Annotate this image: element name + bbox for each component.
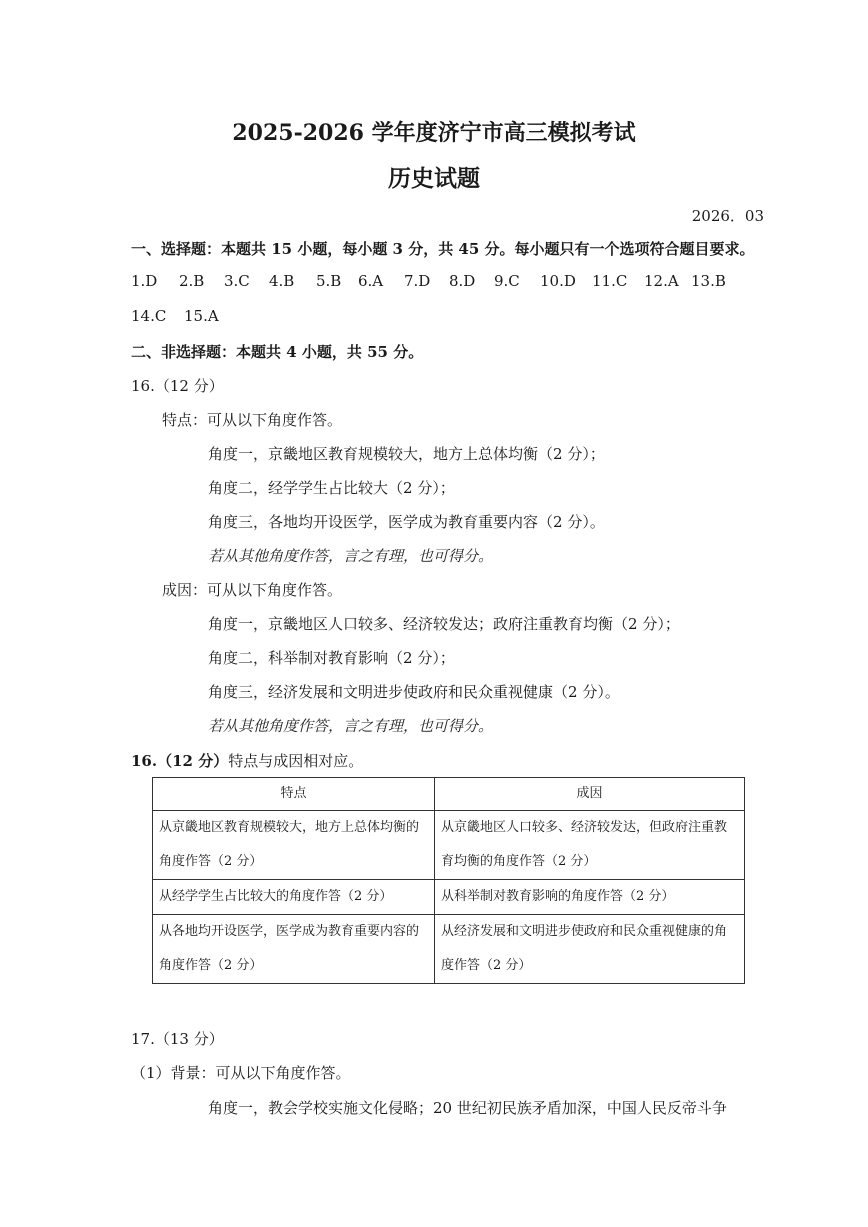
answer-item: 5.B [316,272,342,290]
feature-cause-table [152,777,745,984]
answer-item: 14.C [131,307,167,325]
table-row [153,915,745,984]
q16-causes-heading: 成因：可从以下角度作答。 [162,581,343,599]
answer-item: 15.A [184,307,219,325]
q16b-intro: 特点与成因相对应。 [228,752,364,770]
q16-feature-2: 角度二，经学学生占比较大（2 分）； [208,479,455,497]
cell-line: 度作答（2 分） [441,958,532,973]
cell-line: 从各地均开设医学，医学成为教育重要内容的 [159,924,420,939]
cell-line: 角度作答（2 分） [159,854,263,869]
cell-line: 从京畿地区教育规模较大，地方上总体均衡的 [159,820,420,835]
exam-date: 2026．03 [691,207,764,225]
table-header-feature: 特点 [153,778,435,811]
table-header-row [153,778,745,811]
answer-item: 8.D [449,272,476,290]
table-cell [153,915,435,984]
q17-part1-line-1: 角度一，教会学校实施文化侵略；20 世纪初民族矛盾加深，中国人民反帝斗争 [208,1099,727,1117]
answer-item: 2.B [179,272,205,290]
q16-causes-note: 若从其他角度作答，言之有理，也可得分。 [208,717,494,735]
answer-item: 4.B [269,272,295,290]
table-cell: 从经学学生占比较大的角度作答（2 分） [153,880,435,915]
q17-part1-heading [131,1062,351,1083]
answers-row-2 [131,307,219,325]
q17-part1-label: （1）背景：可从以下角度作答。 [131,1064,351,1082]
section1-heading: 一、选择题：本题共 15 小题，每小题 3 分，共 45 分。每小题只有一个选项符合题目要求。 [131,240,755,258]
answer-item: 12.A [644,272,679,290]
table-cell [153,811,435,880]
q16-features-note: 若从其他角度作答，言之有理，也可得分。 [208,547,494,565]
cell-line: 从京畿地区人口较多、经济较发达，但政府注重教 [441,820,728,835]
answer-item: 13.B [691,272,726,290]
cell-line: 从经济发展和文明进步使政府和民众重视健康的角 [441,924,728,939]
cell-line: 角度作答（2 分） [159,958,263,973]
table-cell: 从科举制对教育影响的角度作答（2 分） [435,880,745,915]
q16-feature-1: 角度一，京畿地区教育规模较大，地方上总体均衡（2 分）； [208,445,605,463]
answer-item: 10.D [540,272,576,290]
answer-item: 11.C [592,272,628,290]
q16-features-heading: 特点：可从以下角度作答。 [162,411,343,429]
table-row [153,811,745,880]
exam-subtitle: 历史试题 [388,165,480,192]
answer-item: 3.C [224,272,250,290]
q16b-number: 16.（12 分） [131,752,229,770]
answer-item: 1.D [131,272,158,290]
q17-number: 17.（13 分） [131,1030,224,1048]
answers-row-1 [131,272,726,290]
section2-heading: 二、非选择题：本题共 4 小题，共 55 分。 [131,343,424,361]
table-header-cause: 成因 [435,778,745,811]
q16-cause-3: 角度三，经济发展和文明进步使政府和民众重视健康（2 分）。 [208,683,620,701]
q16-cause-2: 角度二，科举制对教育影响（2 分）； [208,649,455,667]
exam-title: 2025-2026 学年度济宁市高三模拟考试 [232,120,636,146]
q16b-heading [131,750,363,771]
q16-feature-3: 角度三，各地均开设医学，医学成为教育重要内容（2 分）。 [208,513,605,531]
answer-item: 6.A [358,272,384,290]
answer-item: 9.C [494,272,520,290]
cell-line: 育均衡的角度作答（2 分） [441,854,597,869]
q16-number: 16.（12 分） [131,377,224,395]
answer-item: 7.D [404,272,431,290]
table-cell [435,811,745,880]
q16-cause-1: 角度一，京畿地区人口较多、经济较发达；政府注重教育均衡（2 分）； [208,615,680,633]
table-cell [435,915,745,984]
table-row [153,880,745,915]
